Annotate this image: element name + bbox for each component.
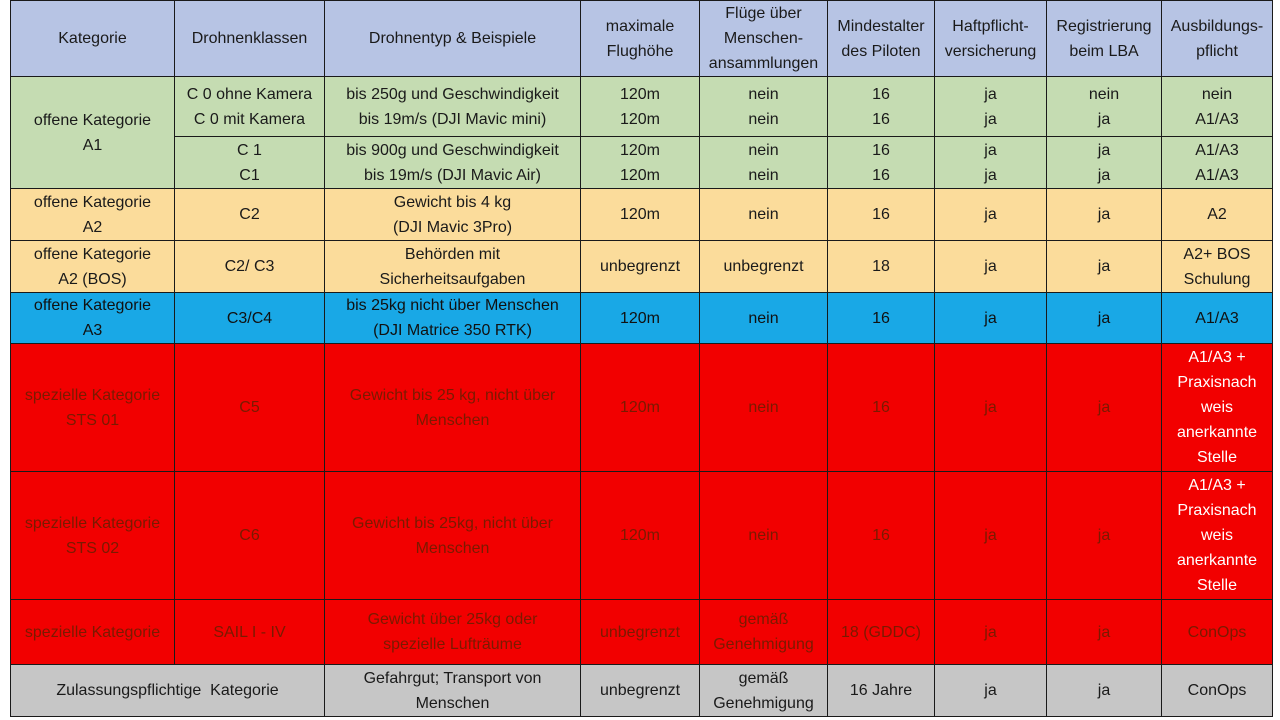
cell-text: C 0 mit Kamera [193,110,306,128]
cell-text: Stelle [1196,577,1238,594]
cell-text: C5 [239,399,260,416]
cell-versicherung [935,344,1047,472]
cell-kategorie [11,189,175,241]
cell-text: ja [1097,682,1111,699]
header-ausbildung [1162,1,1273,77]
cell-text: ja [984,527,997,544]
cell-ausbildung [1162,344,1273,472]
cell-text: ja [984,141,997,159]
cell-text: 16 [872,309,890,327]
cell-text: 16 [872,85,890,103]
cell-text: Menschen [415,411,490,429]
cell-text: bis 25kg nicht über Menschen [346,297,559,314]
cell-menschen [700,241,828,293]
cell-kategorie [11,241,175,293]
cell-drohnentyp [325,293,581,344]
cell-text: C2 [239,206,260,223]
cell-registrierung [1047,137,1162,189]
cell-text: spezielle Kategorie [24,386,161,404]
cell-text: Praxisnach [1177,374,1257,391]
header-text: Mindestalter [837,17,925,35]
cell-drohnentyp [325,137,581,189]
cell-text: ja [1097,527,1111,544]
cell-text: ja [984,166,997,184]
cell-drohnenklasse [175,472,325,600]
cell-text: offene Kategorie [33,245,152,263]
cell-text: unbegrenzt [599,682,681,699]
cell-drohnentyp [325,600,581,665]
cell-drohnentyp [325,241,581,293]
cell-text: 16 [872,206,890,223]
cell-flughoehe [581,472,700,600]
table-row-a1-c0 [11,77,1273,137]
cell-text: 120m [619,399,661,416]
cell-text: nein [748,399,779,416]
cell-text: 120m [619,206,661,223]
cell-text: Praxisnach [1177,502,1257,519]
cell-menschen [700,600,828,665]
header-text: Flughöhe [606,42,674,60]
cell-text: 120m [619,309,661,327]
header-text: Drohnentyp & Beispiele [368,30,537,47]
cell-text: unbegrenzt [723,258,804,275]
cell-text: C3/C4 [226,309,273,327]
cell-text: STS 01 [65,411,120,429]
header-mindestalter [828,1,935,77]
cell-text: ja [984,682,997,699]
cell-mindestalter [828,137,935,189]
cell-registrierung [1047,189,1162,241]
header-text: ansammlungen [708,55,819,72]
cell-versicherung [935,241,1047,293]
cell-text: C6 [239,527,260,544]
cell-registrierung [1047,600,1162,665]
cell-text: ja [1097,141,1111,159]
cell-drohnentyp [325,189,581,241]
cell-mindestalter [828,77,935,137]
cell-text: SAIL I - IV [213,623,286,641]
cell-kategorie [11,293,175,344]
cell-text: unbegrenzt [599,258,681,275]
cell-drohnentyp [325,344,581,472]
cell-menschen [700,189,828,241]
cell-text: A2 [1207,206,1227,223]
drone-category-table [10,0,1273,717]
cell-text: ja [984,110,997,128]
header-haftpflicht [935,1,1047,77]
cell-flughoehe [581,137,700,189]
cell-drohnentyp [325,472,581,600]
header-text: des Piloten [841,42,921,60]
cell-text: gemäß [738,669,789,687]
header-text: Menschen- [723,30,804,47]
cell-drohnenklasse [175,137,325,189]
cell-text: spezielle Kategorie [24,623,161,641]
cell-text: ConOps [1187,623,1247,641]
cell-text: C1 [239,166,260,184]
table-row-a1-c1 [11,137,1273,189]
cell-registrierung [1047,344,1162,472]
cell-registrierung [1047,472,1162,600]
cell-text: Menschen [415,539,490,557]
cell-drohnentyp [325,665,581,717]
cell-text: Schulung [1183,270,1251,288]
table-row-sts01 [11,344,1273,472]
cell-text: A1/A3 [1195,309,1239,327]
header-text: pflicht [1196,42,1238,60]
cell-text: Gewicht bis 25kg, nicht über [352,514,553,532]
cell-ausbildung [1162,241,1273,293]
cell-drohnentyp [325,77,581,137]
cell-versicherung [935,600,1047,665]
cell-text: anerkannte [1176,552,1258,569]
header-text: Drohnenklassen [191,30,308,47]
table-row-zulassungspflichtig [11,665,1273,717]
cell-text: A2+ BOS [1183,245,1251,263]
cell-text: 16 [872,141,890,159]
cell-versicherung [935,189,1047,241]
cell-mindestalter [828,600,935,665]
cell-ausbildung [1162,137,1273,189]
header-text: versicherung [944,42,1037,60]
cell-text: 120m [619,85,661,103]
cell-flughoehe [581,293,700,344]
cell-ausbildung [1162,293,1273,344]
cell-kategorie [11,472,175,600]
cell-flughoehe [581,77,700,137]
cell-ausbildung [1162,77,1273,137]
header-registrierung [1047,1,1162,77]
table-row-a2-bos [11,241,1273,293]
cell-text: Menschen [415,694,490,712]
cell-text: bis 19m/s (DJI Mavic mini) [358,110,547,128]
cell-ausbildung [1162,665,1273,717]
cell-text: offene Kategorie [33,297,152,314]
cell-text: ja [1097,258,1111,275]
cell-text: ConOps [1187,682,1247,699]
header-text: Haftpflicht- [952,17,1029,35]
cell-versicherung [935,293,1047,344]
cell-text: ja [984,206,997,223]
cell-menschen [700,293,828,344]
header-row [11,1,1273,77]
cell-menschen [700,472,828,600]
cell-text: Gewicht bis 25 kg, nicht über [349,386,556,404]
cell-text: gemäß [738,611,789,628]
table-row-a2 [11,189,1273,241]
cell-registrierung [1047,293,1162,344]
cell-registrierung [1047,665,1162,717]
cell-text: ja [1097,623,1111,641]
cell-text: bis 19m/s (DJI Mavic Air) [364,166,541,184]
cell-text: 16 [872,166,890,184]
cell-kategorie [11,600,175,665]
cell-text: Genehmigung [713,694,814,712]
cell-text: unbegrenzt [599,623,681,641]
cell-text: Gewicht bis 4 kg [393,193,512,211]
cell-drohnenklasse [175,344,325,472]
cell-kategorie [11,665,325,717]
cell-text: nein [1088,85,1120,103]
cell-menschen [700,137,828,189]
header-text: beim LBA [1069,42,1139,60]
cell-text: Sicherheitsaufgaben [379,270,526,288]
cell-text: ja [984,399,997,416]
cell-text: ja [984,85,997,103]
cell-menschen [700,77,828,137]
cell-ausbildung [1162,472,1273,600]
cell-ausbildung [1162,600,1273,665]
cell-text: Zulassungspflichtige Kategorie [56,682,279,699]
cell-flughoehe [581,344,700,472]
cell-flughoehe [581,189,700,241]
header-menschenansammlungen [700,1,828,77]
header-kategorie [11,1,175,77]
cell-text: 120m [619,166,661,184]
cell-text: nein [748,527,779,544]
cell-versicherung [935,77,1047,137]
cell-drohnenklasse [175,600,325,665]
table-row-sts02 [11,472,1273,600]
cell-flughoehe [581,665,700,717]
cell-text: nein [748,85,779,103]
cell-text: nein [1201,85,1233,103]
cell-text: 120m [619,527,661,544]
cell-registrierung [1047,241,1162,293]
cell-flughoehe [581,241,700,293]
cell-text: C 1 [237,141,262,159]
cell-text: A1/A3 + [1188,477,1246,494]
cell-text: ja [984,309,997,327]
cell-mindestalter [828,293,935,344]
cell-mindestalter [828,241,935,293]
cell-ausbildung [1162,189,1273,241]
cell-text: Behörden mit [404,245,501,263]
cell-versicherung [935,137,1047,189]
cell-drohnenklasse [175,241,325,293]
cell-text: 16 [872,110,890,128]
header-text: Ausbildungs- [1170,17,1264,35]
cell-text: nein [748,309,779,327]
header-text: Flüge über [725,5,802,22]
cell-text: Gefahrgut; Transport von [363,669,542,687]
header-drohnenklassen [175,1,325,77]
cell-text: nein [748,166,779,184]
header-flughoehe [581,1,700,77]
cell-text: 16 [872,527,890,544]
cell-text: ja [1097,399,1111,416]
cell-text: nein [748,110,779,128]
header-text: Registrierung [1056,17,1152,35]
cell-text: spezielle Kategorie [24,514,161,532]
cell-text: 18 (GDDC) [840,623,921,641]
cell-text: 120m [619,141,661,159]
cell-text: C2/ C3 [224,258,275,275]
cell-versicherung [935,665,1047,717]
header-drohnentyp [325,1,581,77]
cell-text: A1/A3 + [1188,349,1246,366]
cell-text: ja [1097,309,1111,327]
cell-menschen [700,665,828,717]
cell-drohnenklasse [175,293,325,344]
cell-drohnenklasse [175,77,325,137]
cell-kategorie [11,344,175,472]
cell-text: anerkannte [1176,424,1258,441]
cell-text: nein [748,206,779,223]
cell-text: spezielle Lufträume [383,636,522,653]
cell-menschen [700,344,828,472]
cell-text: A1/A3 [1195,110,1239,128]
table-row-a3 [11,293,1273,344]
cell-drohnenklasse [175,189,325,241]
cell-registrierung [1047,77,1162,137]
cell-text: A1/A3 [1195,166,1239,184]
cell-text: A2 [82,218,103,236]
cell-text: 16 [872,399,890,416]
header-text: maximale [605,17,675,35]
cell-text: 16 Jahre [849,682,913,699]
cell-text: A3 [82,322,103,339]
cell-text: A2 (BOS) [58,270,127,288]
cell-text: A1 [82,136,103,154]
cell-kategorie [11,77,175,189]
header-text: Kategorie [58,30,127,47]
cell-mindestalter [828,344,935,472]
cell-text: offene Kategorie [33,193,152,211]
cell-text: (DJI Matrice 350 RTK) [373,322,532,339]
table-row-sail [11,600,1273,665]
cell-text: A1/A3 [1195,141,1239,159]
cell-mindestalter [828,665,935,717]
cell-text: Genehmigung [713,636,814,653]
cell-text: 18 [872,258,890,275]
cell-text: (DJI Mavic 3Pro) [392,218,513,236]
cell-text: Gewicht über 25kg oder [367,611,538,628]
cell-text: 120m [619,110,661,128]
cell-text: ja [984,623,997,641]
cell-flughoehe [581,600,700,665]
cell-versicherung [935,472,1047,600]
cell-text: ja [1097,110,1111,128]
cell-text: weis [1200,527,1233,544]
cell-mindestalter [828,472,935,600]
cell-text: weis [1200,399,1233,416]
cell-text: offene Kategorie [33,111,152,129]
cell-text: nein [748,141,779,159]
cell-text: bis 900g und Geschwindigkeit [346,141,559,159]
cell-mindestalter [828,189,935,241]
cell-text: Stelle [1196,449,1238,466]
cell-text: ja [1097,166,1111,184]
cell-text: ja [1097,206,1111,223]
cell-text: bis 250g und Geschwindigkeit [346,85,559,103]
cell-text: ja [984,258,997,275]
cell-text: STS 02 [65,539,120,557]
cell-text: C 0 ohne Kamera [186,85,313,103]
